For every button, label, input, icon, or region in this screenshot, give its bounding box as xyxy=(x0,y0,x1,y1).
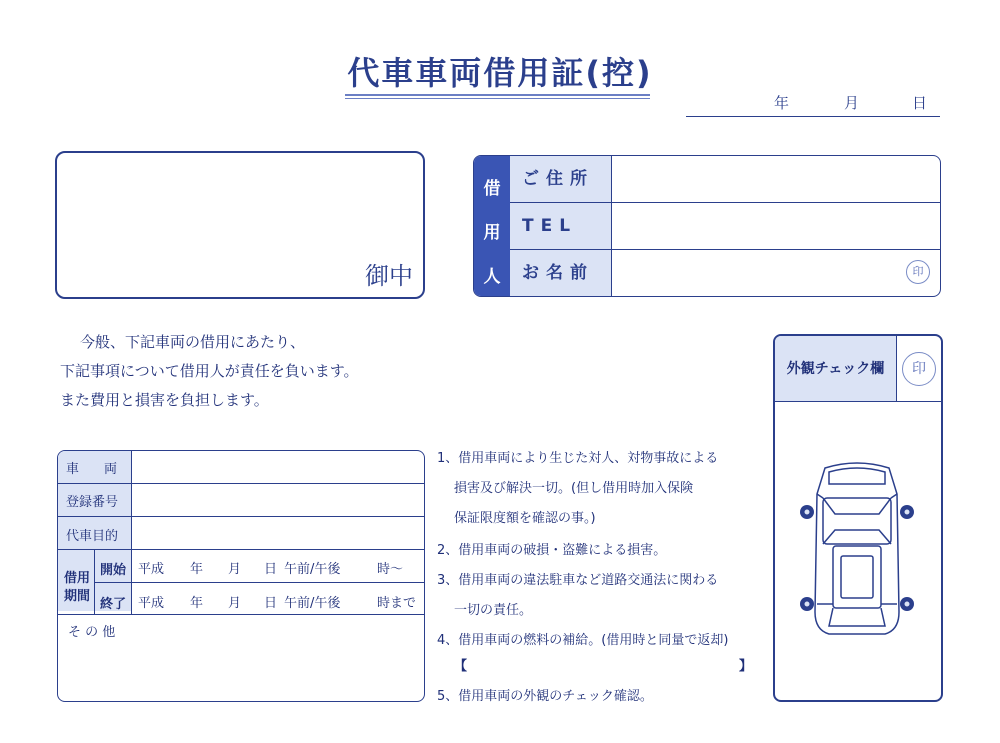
start-year: 年 xyxy=(190,562,204,577)
bracket-open: 【 xyxy=(454,659,468,674)
purpose-input[interactable] xyxy=(132,517,424,549)
term-line: 損害及び解決一切。(但し借用時加入保険 xyxy=(454,481,694,496)
term-line: 4、借用車両の燃料の補給。(借用時と同量で返却) xyxy=(437,633,729,648)
end-ampm: 午前/午後 xyxy=(284,596,341,611)
start-month: 月 xyxy=(228,562,242,577)
vehicle-table xyxy=(57,450,425,702)
addressee-honorific: 御中 xyxy=(365,262,413,290)
intro-line: 今般、下記車両の借用にあたり、 xyxy=(80,333,306,351)
period-label-top: 借用 xyxy=(64,571,91,586)
column-divider xyxy=(94,549,95,614)
term-line: 1、借用車両により生じた対人、対物事故による xyxy=(437,451,719,466)
address-label: ご住所 xyxy=(510,156,612,202)
exterior-check-label: 外観チェック欄 xyxy=(775,336,897,402)
name-label: お名前 xyxy=(510,250,612,296)
vehicle-label: 車 両 xyxy=(66,462,124,477)
start-ampm: 午前/午後 xyxy=(284,562,341,577)
borrower-side-char: 借 xyxy=(483,179,501,199)
end-year: 年 xyxy=(190,596,204,611)
end-day: 日 xyxy=(264,596,278,611)
period-start-label: 開始 xyxy=(100,563,127,578)
intro-line: 下記事項について借用人が責任を負います。 xyxy=(60,362,359,380)
term-line: 5、借用車両の外観のチェック確認。 xyxy=(437,689,653,704)
term-line: 一切の責任。 xyxy=(454,603,533,618)
exterior-seal-mark: 印 xyxy=(902,352,936,386)
vehicle-input[interactable] xyxy=(132,451,424,483)
name-input[interactable] xyxy=(612,250,940,296)
term-line: 2、借用車両の破損・盗難による損害。 xyxy=(437,543,667,558)
column-divider xyxy=(131,451,132,614)
borrower-side-label xyxy=(474,156,510,296)
registration-input[interactable] xyxy=(132,484,424,516)
borrower-side-char: 用 xyxy=(483,223,501,243)
intro-line: また費用と損害を負担します。 xyxy=(60,391,269,409)
period-label-bottom: 期間 xyxy=(64,589,91,604)
period-start-row[interactable] xyxy=(132,550,424,580)
period-end-label: 終了 xyxy=(100,597,127,612)
period-end-row[interactable] xyxy=(132,583,424,613)
fuel-note-field[interactable] xyxy=(615,659,735,673)
row-divider xyxy=(58,516,424,517)
other-notes-area[interactable] xyxy=(58,615,424,701)
end-month: 月 xyxy=(228,596,242,611)
start-day: 日 xyxy=(264,562,278,577)
end-era: 平成 xyxy=(138,596,165,611)
row-divider xyxy=(94,582,424,583)
row-divider xyxy=(58,614,424,615)
intro-text xyxy=(60,328,359,415)
bracket-close: 】 xyxy=(739,659,753,674)
date-field[interactable] xyxy=(686,92,940,117)
address-input[interactable] xyxy=(612,156,940,202)
tel-input[interactable] xyxy=(612,203,940,249)
purpose-label: 代車目的 xyxy=(66,529,119,544)
tel-label: TEL xyxy=(510,203,612,249)
name-seal-mark: 印 xyxy=(906,260,930,284)
registration-label: 登録番号 xyxy=(66,495,119,510)
borrower-section xyxy=(473,155,941,297)
start-hour: 時～ xyxy=(377,562,404,577)
date-day-label: 日 xyxy=(912,94,928,112)
row-divider xyxy=(58,483,424,484)
exterior-check-box xyxy=(773,334,943,702)
date-year-label: 年 xyxy=(774,94,790,112)
date-month-label: 月 xyxy=(844,94,860,112)
borrower-side-char: 人 xyxy=(483,267,501,287)
other-label: そ の 他 xyxy=(68,625,116,640)
car-diagram-icon[interactable] xyxy=(795,454,919,646)
start-era: 平成 xyxy=(138,562,165,577)
term-line: 保証限度額を確認の事。) xyxy=(454,511,596,526)
term-line: 3、借用車両の違法駐車など道路交通法に関わる xyxy=(437,573,719,588)
row-divider xyxy=(58,549,424,550)
document-title: 代車車両借用証(控) xyxy=(347,54,653,92)
end-hour: 時まで xyxy=(377,596,417,611)
title-underline xyxy=(345,94,650,99)
addressee-box[interactable] xyxy=(55,151,425,299)
exterior-seal-cell[interactable] xyxy=(897,336,941,402)
